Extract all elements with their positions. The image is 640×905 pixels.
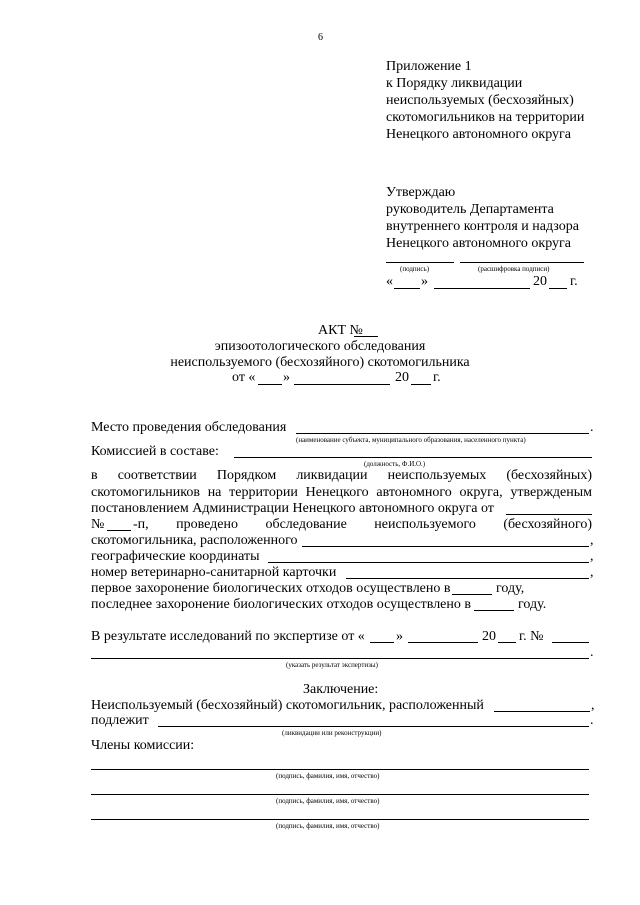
conclusion-decision-field[interactable] [158,726,589,727]
place-caption: (наименование субъекта, муниципального образования, населенного пункта) [296,436,526,444]
coordinates-label: географические координаты [91,549,260,564]
act-subtitle-2: неиспользуемого (бесхозяйного) скотомогильника [170,355,470,370]
appendix-line: Ненецкого автономного округа [386,127,571,142]
approval-year-prefix: 20 [533,274,547,289]
approval-month-field[interactable] [434,288,530,289]
approval-date-open: « [386,274,393,289]
appendix-line: скотомогильников на территории [386,110,585,125]
member-signature-field-1[interactable] [91,769,589,770]
paragraph-line-2: скотомогильников на территории Ненецкого автономного округа, утвержденым [91,485,592,500]
approval-block [386,184,579,252]
member-signature-field-2[interactable] [91,794,589,795]
approval-line: Утверждаю [386,185,456,200]
appendix-line: Приложение 1 [386,59,472,74]
result-date-close: » [396,629,403,644]
result-day-field[interactable] [370,642,394,643]
approval-year-suffix: г. [570,274,578,289]
member-signature-field-3[interactable] [91,819,589,820]
member-caption-1: (подпись, фамилия, имя, отчество) [276,772,380,780]
commission-caption: (должность, Ф.И.О.) [364,460,426,468]
act-number-field[interactable] [354,336,378,337]
result-text-field[interactable] [91,658,589,659]
resolution-date-field[interactable] [506,514,592,515]
place-end: . [590,420,594,435]
act-month-field[interactable] [294,384,390,385]
paragraph-line-1: в соответствии Порядком ликвидации неиспользуемых (бесхозяйных) [91,468,592,483]
located-comma: , [590,533,594,548]
act-title: АКТ № [318,323,363,338]
act-day-field[interactable] [258,384,282,385]
result-end: . [590,645,594,660]
conclusion-caption: (ликвидации или реконструкции) [282,729,382,737]
located-field[interactable] [302,546,589,547]
act-year-field[interactable] [411,384,431,385]
signature-line[interactable] [386,262,454,263]
located-label: скотомогильника, расположенного [91,533,298,548]
card-label: номер ветеринарно-санитарной карточки [91,565,337,580]
signature-decoding-caption: (расшифровка подписи) [478,265,550,273]
first-burial-label: первое захоронение биологических отходов осуществлено в [91,581,451,596]
members-title: Члены комиссии: [91,738,195,753]
resolution-number-sign: № [91,517,105,532]
result-number-field[interactable] [552,642,589,643]
result-label: В результате исследований по экспертизе от « [91,629,365,644]
coordinates-comma: , [590,549,594,564]
member-caption-2: (подпись, фамилия, имя, отчество) [276,797,380,805]
result-year-field[interactable] [498,642,516,643]
card-comma: , [590,565,594,580]
page-number: 6 [318,32,323,43]
approval-line: внутреннего контроля и надзора [386,219,579,234]
signature-caption: (подпись) [400,265,430,273]
conclusion-title: Заключение: [303,682,379,697]
card-number-field[interactable] [346,578,589,579]
act-year-suffix: г. [433,370,441,385]
result-caption: (указать результат экспертизы) [286,661,378,669]
conclusion-location-field[interactable] [494,711,590,712]
conclusion-line-1: Неиспользуемый (бесхозяйный) скотомогильник, расположенный [91,698,484,713]
last-burial-label: последнее захоронение биологических отходов осуществлено в [91,597,472,612]
approval-line: Ненецкого автономного округа [386,236,571,251]
last-burial-year-field[interactable] [474,610,514,611]
appendix-line: неиспользуемых (бесхозяйных) [386,93,574,108]
paragraph-line-4: -п, проведено обследование неиспользуемого (бесхозяйного) [133,517,592,532]
first-burial-year-field[interactable] [452,594,492,595]
approval-line: руководитель Департамента [386,202,554,217]
place-field[interactable] [296,433,589,434]
first-burial-year-label: году, [496,581,525,596]
conclusion-line-2-end: . [590,713,594,728]
act-date-close: » [283,370,290,385]
conclusion-line-2: подлежит [91,713,149,728]
approval-date-close: » [421,274,428,289]
conclusion-line-1-end: , [591,698,595,713]
act-year-prefix: 20 [395,370,409,385]
coordinates-field[interactable] [268,562,589,563]
last-burial-year-label: году. [518,597,547,612]
approval-day-field[interactable] [394,288,420,289]
result-number-sign: г. № [519,629,544,644]
member-caption-3: (подпись, фамилия, имя, отчество) [276,822,380,830]
appendix-block [386,58,584,143]
result-year-prefix: 20 [482,629,496,644]
paragraph-line-3: постановлением Администрации Ненецкого автономного округа от [91,501,494,516]
resolution-number-field[interactable] [107,530,131,531]
approval-year-field[interactable] [549,288,567,289]
place-label: Место проведения обследования [91,420,287,435]
commission-label: Комиссией в составе: [91,444,219,459]
commission-field[interactable] [234,457,592,458]
act-date-from: от « [232,370,256,385]
appendix-line: к Порядку ликвидации [386,76,523,91]
result-month-field[interactable] [408,642,478,643]
signature-decoding-line[interactable] [460,262,584,263]
act-subtitle-1: эпизоотологического обследования [214,339,426,354]
